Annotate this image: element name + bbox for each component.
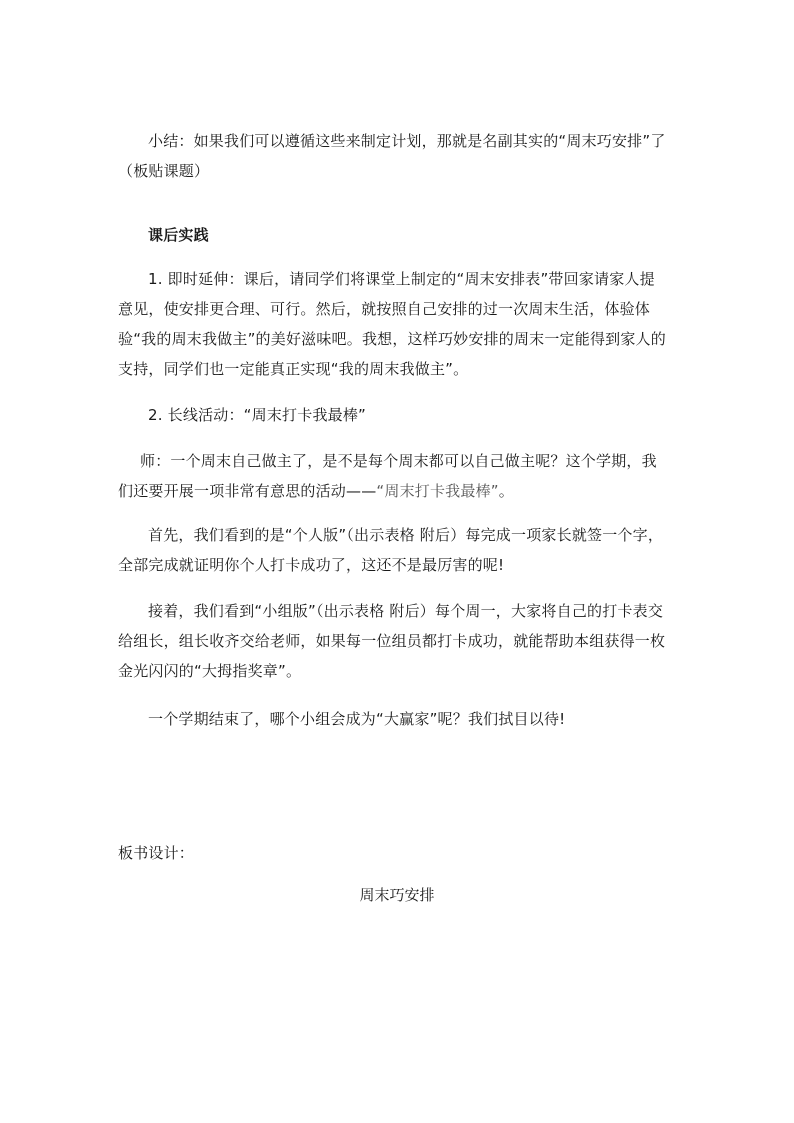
activity-highlight: “周末打卡我最棒” [376,482,499,500]
section-heading: 课后实践 [148,226,209,244]
summary-paragraph: 小结：如果我们可以遵循这些来制定计划，那就是名副其实的“周末巧安排”了（板贴课题） [118,132,666,180]
closing-paragraph: 一个学期结束了，哪个小组会成为“大赢家”呢？我们拭目以待! [148,710,566,728]
teacher-paragraph [118,446,666,506]
board-design-label: 板书设计： [118,844,195,862]
practice-item-2: 2. 长线活动：“周末打卡我最棒” [148,406,367,424]
board-title: 周末巧安排 [359,886,435,904]
practice-item-1: 1. 即时延伸：课后，请同学们将课堂上制定的“周末安排表”带回家请家人提意见，使安排更合理、可行。然后，就按照自己安排的过一次周末生活，体验体验“我的周末我做主”的美好滋味吧。我想，这样巧妙安排的周末一定能得到家人的支持，同学们也一定能真正实现“我的周末我做主”。 [118,270,666,378]
teacher-text: 师：一个周末自己做主了，是不是每个周末都可以自己做主呢？这个学期，我们还要开展一项非常有意思的活动—— [118,452,657,500]
group-version-paragraph: 接着，我们看到“小组版”（出示表格 附后）每个周一，大家将自己的打卡表交给组长，组长收齐交给老师，如果每一位组员都打卡成功，就能帮助本组获得一枚金光闪闪的“大拇指奖章”。 [118,602,666,680]
individual-version-paragraph: 首先，我们看到的是“个人版”（出示表格 附后）每完成一项家长就签一个字，全部完成就证明你个人打卡成功了，这还不是最厉害的呢! [118,526,664,574]
teacher-text-end: 。 [498,482,514,500]
